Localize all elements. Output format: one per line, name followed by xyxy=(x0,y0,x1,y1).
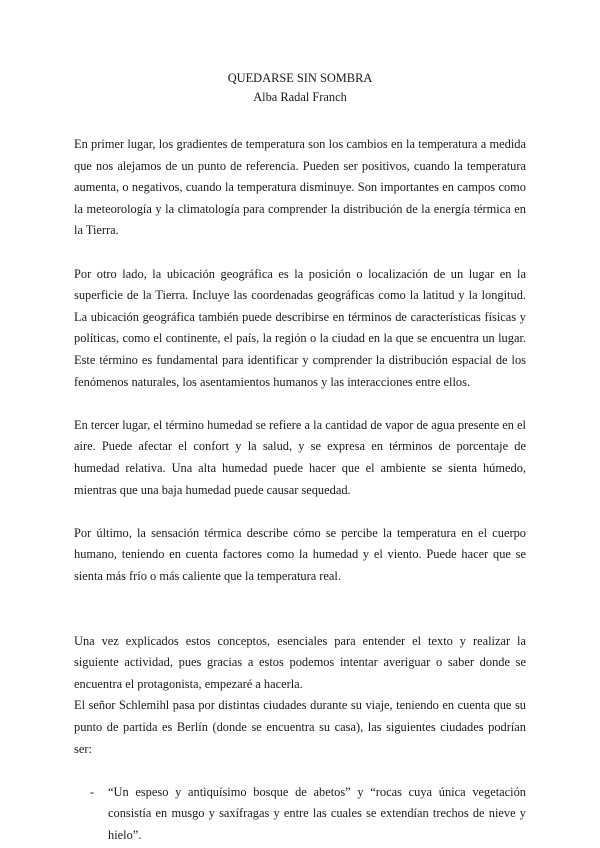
paragraph-conceptos: Una vez explicados estos conceptos, esenciales para entender el texto y realizar la siguiente actividad, pues gracias a estos podemos intentar averiguar o saber donde se encuentra el protagonista, empezaré a hacerla. xyxy=(74,633,526,691)
spacer xyxy=(74,609,526,631)
paragraph-gradientes: En primer lugar, los gradientes de temperatura son los cambios en la temperatura a medida que nos alejamos de un punto de referencia. Pueden ser positivos, cuando la temperatura aumenta, o negativos, cuando la temperatura disminuye. Son importantes en campos como la meteorología y la climatología para comprender la distribución de la energía térmica en la Tierra. xyxy=(74,137,526,238)
document-author: Alba Radal Franch xyxy=(253,89,347,104)
paragraph-ciudades: El señor Schlemihl pasa por distintas ciudades durante su viaje, teniendo en cuenta que su punto de partida es Berlín (donde se encuentra su casa), las siguientes ciudades podrían ser: xyxy=(74,698,526,756)
quote-list xyxy=(74,782,526,847)
document-title: QUEDARSE SIN SOMBRA xyxy=(227,71,373,85)
bullet-dash: - xyxy=(90,784,95,799)
paragraph-humedad: En tercer lugar, el término humedad se refiere a la cantidad de vapor de agua presente en el aire. Puede afectar el confort y la salud, y se expresa en términos de porcentaje de humedad relativa. Una alta humedad puede hacer que el ambiente se sienta húmedo, mientras que una baja humedad puede causar sequedad. xyxy=(74,417,526,497)
list-item xyxy=(74,782,526,847)
title-block xyxy=(0,69,600,106)
list-item-text: “Un espeso y antiquísimo bosque de abetos” y “rocas cuya única vegetación consistía en musgo y saxífragas y entre las cuales se extendían trechos de nieve y hielo”. xyxy=(108,784,526,842)
paragraph-ubicacion: Por otro lado, la ubicación geográfica es la posición o localización de un lugar en la superficie de la Tierra. Incluye las coordenadas geográficas como la latitud y la longitud. La ubicación geográfica también puede describirse en términos de características físicas y políticas, como el continente, el país, la región o la ciudad en la que se encuentra un lugar. Este término es fundamental para identificar y comprender la distribución espacial de los fenómenos naturales, los asentamientos humanos y las interacciones entre ellos. xyxy=(74,266,526,389)
paragraph-sensacion: Por último, la sensación térmica describe cómo se percibe la temperatura en el cuerpo humano, teniendo en cuenta factores como la humedad y el viento. Puede hacer que se sienta más frío o más caliente que la temperatura real. xyxy=(74,525,526,583)
document-body xyxy=(74,134,526,847)
